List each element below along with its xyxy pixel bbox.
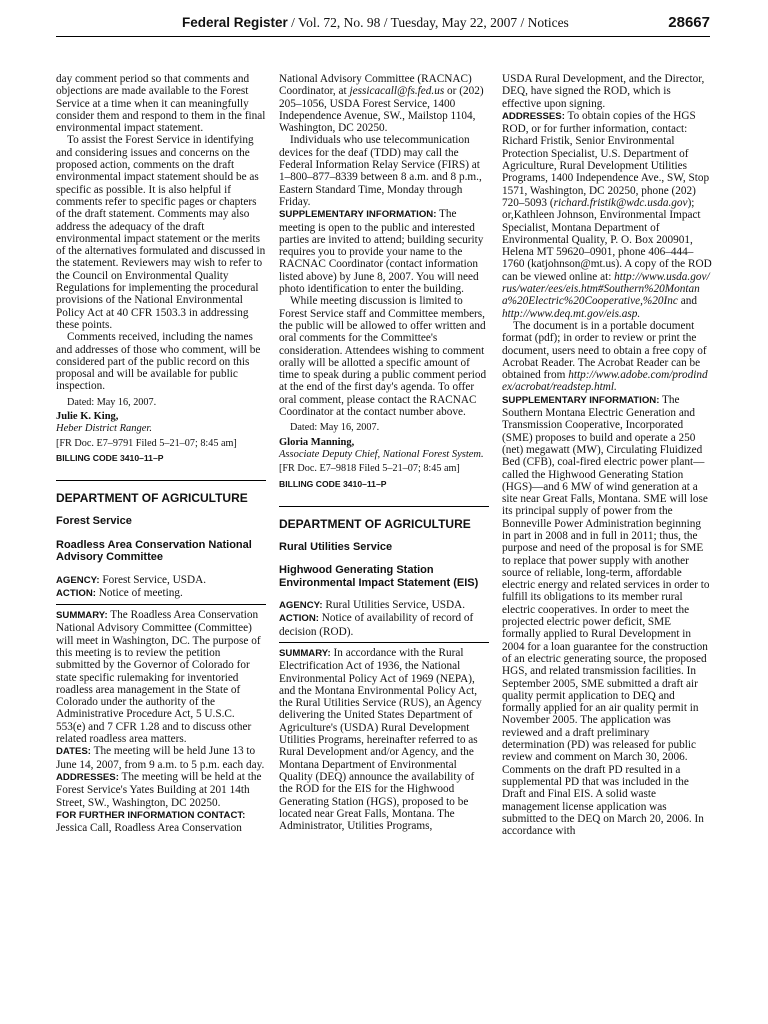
summary-field: [56, 609, 266, 745]
signer-title: Heber District Ranger.: [56, 423, 152, 435]
page-header: [56, 14, 710, 37]
supplementary-field: [502, 394, 712, 838]
agency-label: AGENCY:: [279, 600, 323, 612]
summary-value: In accordance with the Rural Electrification Act of 1936, the National Environmental Policy Act of 1969 (NEPA), and the Montana Environmental Policy Act, the Rural Utilities Service (RUS), an Agency delivering the United States Department of Agriculture's (USDA) Rural Development Utilities Programs, hereinafter referred to as Rural Development and/or Agency, and the Montana Department of Environmental Quality (DEQ) announce the availability of the ROD for the EIS for the Highwood Generating Station (HGS), proposed to be located near Great Falls, Montana. The Administrator, Utilities Programs,: [279, 646, 482, 833]
contact-continued: [279, 73, 489, 134]
continued-paragraph: day comment period so that comments and objections are made available to the Forest Service at a time when it can meaningfully consider them and respond to them in the final environmental impact statement.: [56, 73, 266, 135]
header-citation: [182, 15, 569, 31]
agency-label: AGENCY:: [56, 574, 100, 586]
paragraph-pdf: [502, 320, 712, 394]
contact-text-b: or (202) 205–1056, USDA Forest Service, 1400 Independence Avenue, SW., Mailstop 1104, Washington, DC 20250.: [279, 85, 484, 135]
page-number: 28667: [668, 14, 710, 31]
column-2: [279, 73, 489, 832]
agency-field: [56, 574, 266, 587]
contact-text-a: National Advisory Committee (RACNAC) Coordinator, at: [279, 73, 472, 98]
document-title: Roadless Area Conservation National Advisory Committee: [56, 538, 252, 563]
addresses-value-b: ); or,Kathleen Johnson, Environmental Impact Specialist, Montana Department of Environmental Quality, P. O. Box 200901, Helena MT 59620–0901, phone 406–444–1760 (katjohnson@mt.us). A copy of the ROD can be viewed online at:: [502, 196, 712, 283]
column-3: [502, 73, 712, 837]
pdf-text: The document is in a portable document format (pdf); in order to review or print the document, users need to obtain a free copy of Acrobat Reader. The Acrobat Reader can be obtained from: [502, 319, 707, 382]
contact-value: Jessica Call, Roadless Area Conservation: [56, 822, 242, 835]
column-1: [56, 73, 266, 834]
billing-code: BILLING CODE 3410–11–P: [56, 452, 164, 463]
supplementary-label: SUPPLEMENTARY INFORMATION:: [502, 394, 660, 406]
section-divider: [56, 480, 266, 481]
paragraph-tdd: Individuals who use telecommunication devices for the deaf (TDD) may call the Federal Information Relay Service (FIRS) at 1–800–877–8339 between 8 a.m. and 8 p.m., Eastern Standard Time, Monday through Friday.: [279, 134, 482, 208]
thin-rule: [56, 604, 266, 605]
agency-heading: Rural Utilities Service: [279, 540, 393, 553]
document-title: Highwood Generating Station Environmental Impact Statement (EIS): [279, 564, 479, 589]
journal-name: Federal Register: [182, 15, 288, 30]
addresses-value-a: To obtain copies of the HGS ROD, or for further information, contact: Richard Fristik, Senior Environmental Protection Specialist, U.S. Department of Agriculture, Rural Development Utilities Programs, 1400 Independence Ave., SW, Stop 1571, Washington, DC 20250, phone (202) 720–5093 (: [502, 109, 710, 209]
agency-field: [279, 599, 489, 612]
deq-url-link[interactable]: http://www.deq.mt.gov/eis.asp.: [502, 307, 641, 320]
email-link[interactable]: richard.fristik@wdc.usda.gov: [553, 196, 688, 209]
contact-label: FOR FURTHER INFORMATION CONTACT:: [56, 809, 246, 821]
contact-email-link[interactable]: jessicacall@fs.fed.us: [349, 85, 445, 98]
action-label: ACTION:: [56, 587, 96, 599]
contact-field: [56, 809, 266, 822]
agency-heading: Forest Service: [56, 515, 132, 528]
action-field: [56, 587, 266, 600]
action-value: Notice of availability of record of decision (ROD).: [279, 612, 474, 638]
addresses-field: [502, 110, 712, 320]
department-heading: DEPARTMENT OF AGRICULTURE: [56, 491, 248, 506]
dated-line: Dated: May 16, 2007.: [290, 422, 380, 434]
dates-value: The meeting will be held June 13 to June 14, 2007, from 9 a.m. to 5 p.m. each day.: [56, 745, 265, 771]
paragraph-discussion: While meeting discussion is limited to Forest Service staff and Committee members, the public will be allowed to offer written and oral comments for the Committee's consideration. Attendees wishing to comment orally will be allotted a specific amount of time to speak during a public comment period at the end of the first day's agenda. To offer oral comment, please contact the RACNAC Coordinator at the contact number above.: [279, 295, 487, 419]
addresses-label: ADDRESSES:: [56, 771, 119, 783]
fr-doc-line: [FR Doc. E7–9791 Filed 5–21–07; 8:45 am]: [56, 437, 237, 449]
summary-label: SUMMARY:: [279, 647, 331, 659]
agency-value: Rural Utilities Service, USDA.: [322, 599, 466, 612]
billing-code: BILLING CODE 3410–11–P: [279, 478, 387, 489]
dates-label: DATES:: [56, 746, 91, 758]
rod-url-link[interactable]: http://www.usda.gov/rus/water/ees/eis.htm#Southern%20Montana%20Electric%20Cooperative,%20Inc: [502, 270, 710, 308]
dated-line: Dated: May 16, 2007.: [67, 396, 157, 408]
section-divider: [279, 506, 489, 507]
dates-field: [56, 745, 266, 771]
summary-field: [279, 647, 489, 832]
supplementary-value: The meeting is open to the public and interested parties are invited to attend; building security requires you to provide your name to the RACNAC Coordinator (contact information listed above) by June 8, 2007. You will need photo identification to enter the building.: [279, 208, 484, 296]
fr-doc-line: [FR Doc. E7–9818 Filed 5–21–07; 8:45 am]: [279, 463, 460, 475]
acrobat-url-link[interactable]: http://www.adobe.com/prodindex/acrobat/readstep.html.: [502, 369, 708, 394]
addresses-field: [56, 771, 266, 809]
action-label: ACTION:: [279, 613, 319, 625]
supplementary-value: The Southern Montana Electric Generation and Transmission Cooperative, Incorporated (SME) proposes to build and operate a 250 (net) megawatt (MW), Circulating Fluidized Bed (CFB), coal-fired electric power plant—called the Highwood Generating Station (HGS)—and 6 MW of wind generation at a site near Great Falls, Montana. SME will lose its principal supply of power from the Bonneville Power Administration beginning in part in 2008 and in full in 2011; thus, the purpose and need of the proposal is for SME to replace that power supply with another source of reliable, long-term, affordable electric energy and related services in order to fulfill its obligations to its member rural electric cooperatives. In order to meet the projected electric power deficit, SME formally applied to Rural Development in 2004 for a loan guarantee for the construction of an electric generating source, the proposed HGS, and related transmission facilities. In September 2005, SME submitted a draft air quality permit application to DEQ and formally applied for an air quality permit in November 2005. The application was reviewed and a draft preliminary determination (PD) was released for public review and comment on March 30, 2006. Comments on the draft PD resulted in a supplemental PD that was included in the Draft and Final EIS. A solid waste management license application was submitted to the DEQ on March 20, 2006. In accordance with: [502, 393, 710, 838]
summary-continued: USDA Rural Development, and the Director, DEQ, have signed the ROD, which is effective upon signing.: [502, 73, 705, 110]
signer-title: Associate Deputy Chief, National Forest System.: [279, 448, 484, 460]
department-heading: DEPARTMENT OF AGRICULTURE: [279, 516, 471, 531]
summary-label: SUMMARY:: [56, 610, 108, 622]
paragraph-comments-received: Comments received, including the names and addresses of those who comment, will be considered part of the public record on this proposal and will be available for public inspection.: [56, 331, 261, 393]
issue-info: / Vol. 72, No. 98 / Tuesday, May 22, 2007 / Notices: [287, 15, 569, 30]
signer-name: Julie K. King,: [56, 411, 119, 423]
action-value: Notice of meeting.: [95, 586, 183, 599]
paragraph-assist: To assist the Forest Service in identifying and considering issues and concerns on the proposed action, comments on the draft environmental impact statement should be as specific as possible. It is also helpful if comments refer to specific pages or chapters of the draft statement. Comments may also address the adequacy of the draft environmental impact statement or the merits of the alternatives formulated and discussed in the statement. Reviewers may wish to refer to the Council on Environmental Quality Regulations for implementing the procedural provisions of the National Environmental Policy Act at 40 CFR 1503.3 in addressing these points.: [56, 134, 266, 331]
supplementary-field: [279, 208, 489, 295]
thin-rule: [279, 642, 489, 643]
signer-name: Gloria Manning,: [279, 436, 355, 448]
summary-value: The Roadless Area Conservation National Advisory Committee (Committee) will meet in Washington, DC. The purpose of this meeting is to review the petition submitted by the Governor of Colorado for state specific rulemaking for inventoried roadless area management in the State of Colorado under the authority of the Administrative Procedure Act, 5 U.S.C. 553(e) and 7 CFR 1.28 and to discuss other related roadless area matters.: [56, 609, 261, 746]
supplementary-label: SUPPLEMENTARY INFORMATION:: [279, 209, 437, 221]
addresses-label: ADDRESSES:: [502, 110, 565, 122]
action-field: [279, 612, 489, 638]
addresses-value: The meeting will be held at the Forest Service's Yates Building at 201 14th Street, SW., Washington, DC 20250.: [56, 770, 262, 809]
and-text: and: [677, 295, 697, 308]
agency-value: Forest Service, USDA.: [99, 573, 207, 586]
